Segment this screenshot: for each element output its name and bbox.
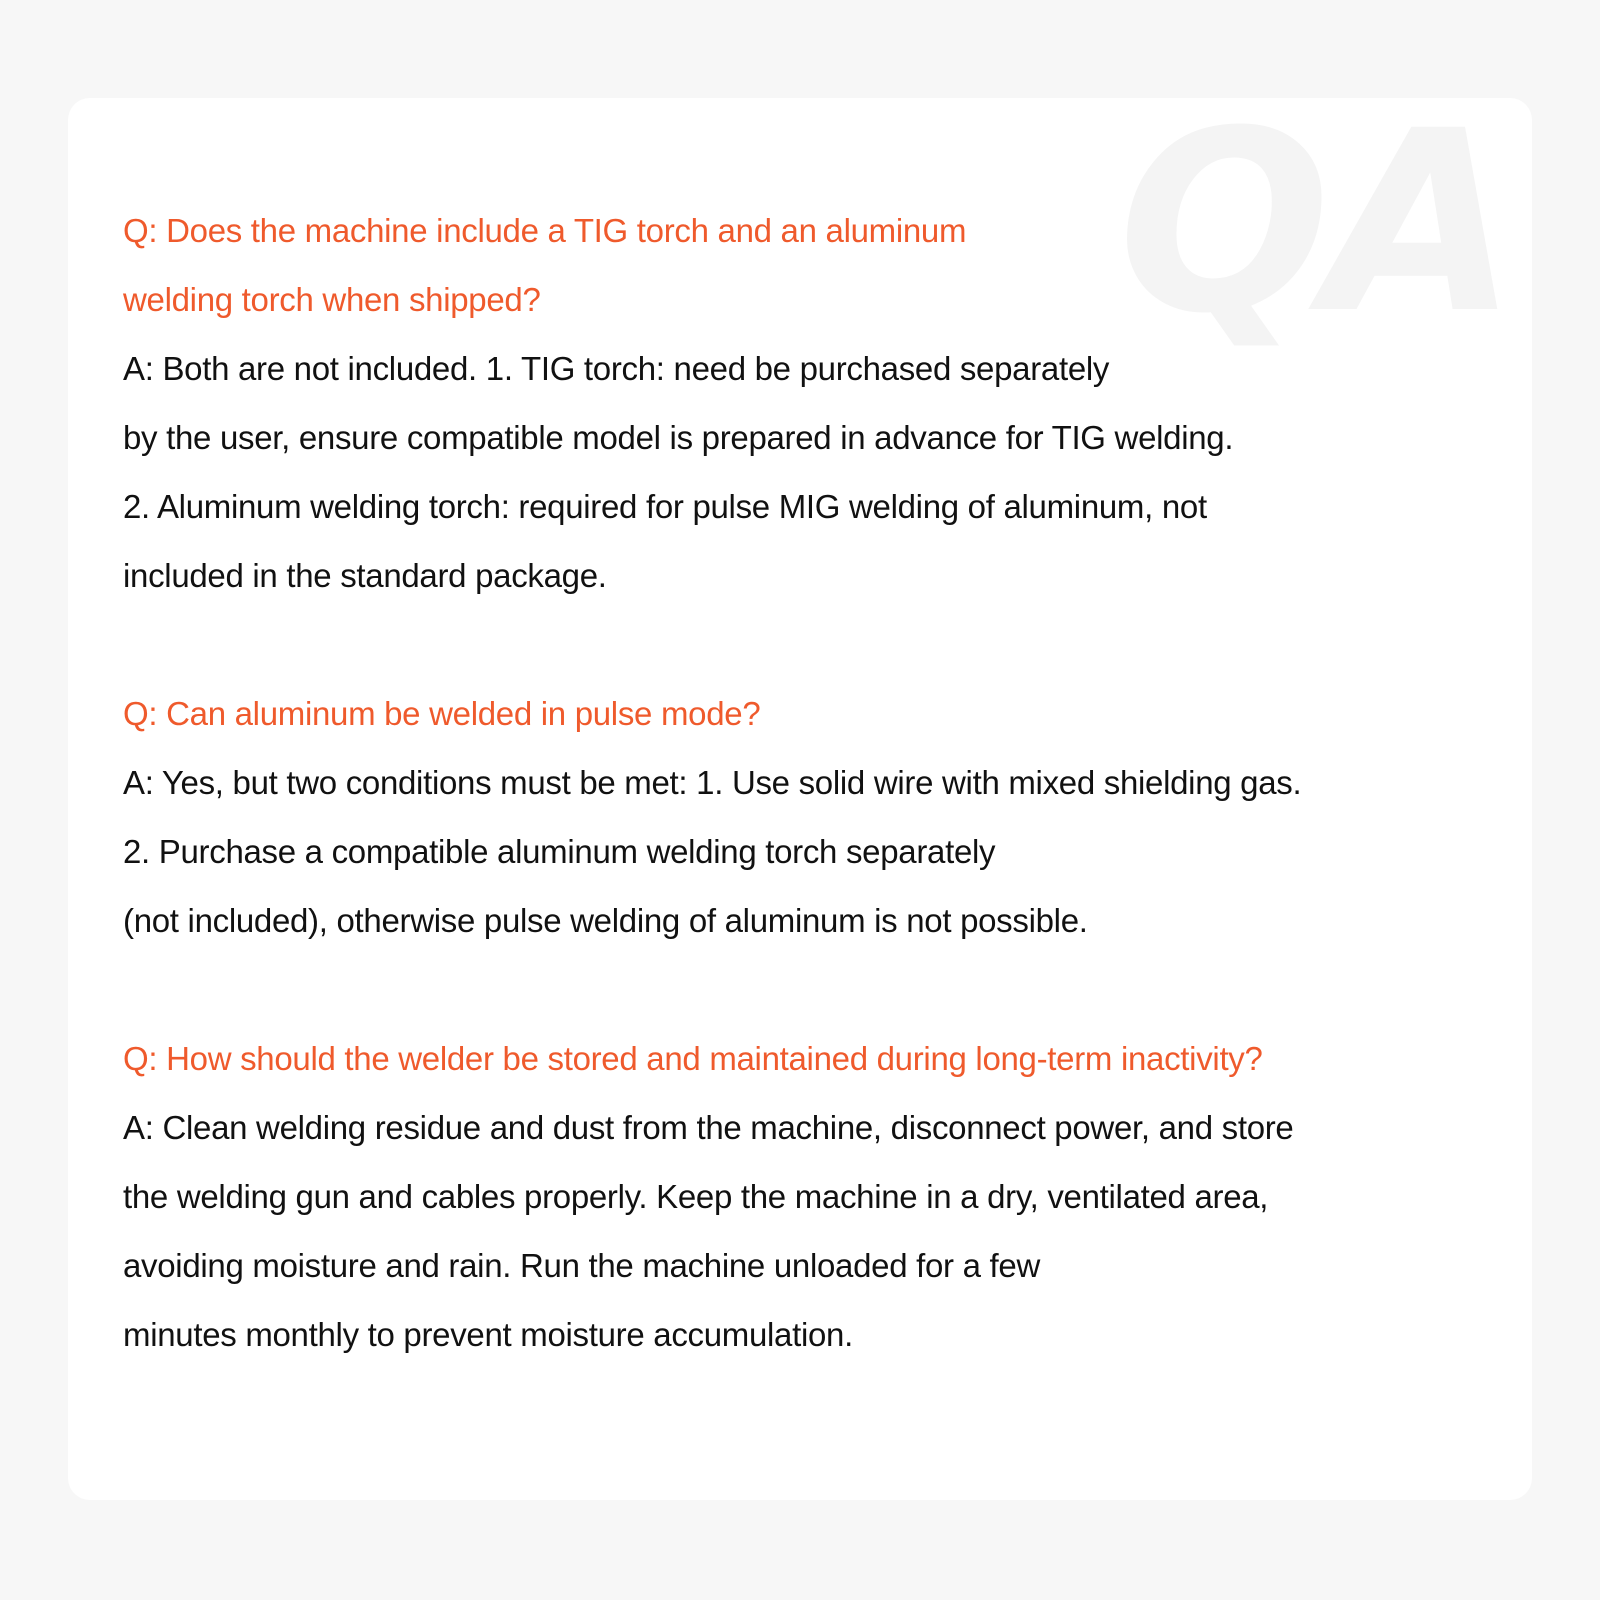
faq-item [123, 679, 1493, 955]
question-line: Q: Can aluminum be welded in pulse mode? [123, 695, 761, 732]
question-line: Q: Does the machine include a TIG torch and an aluminum [123, 212, 967, 249]
answer-line: A: Clean welding residue and dust from the machine, disconnect power, and store [123, 1109, 1294, 1146]
faq-answer [123, 748, 1493, 955]
answer-line: by the user, ensure compatible model is prepared in advance for TIG welding. [123, 419, 1234, 456]
faq-question [123, 1024, 1493, 1093]
question-line: welding torch when shipped? [123, 281, 541, 318]
faq-card [68, 98, 1532, 1500]
answer-line: A: Both are not included. 1. TIG torch: need be purchased separately [123, 350, 1110, 387]
faq-question [123, 196, 1493, 334]
qa-watermark: QA [1118, 98, 1513, 368]
answer-line: minutes monthly to prevent moisture accumulation. [123, 1316, 853, 1353]
faq-answer [123, 1093, 1493, 1369]
answer-line: 2. Aluminum welding torch: required for pulse MIG welding of aluminum, not [123, 488, 1207, 525]
answer-line: A: Yes, but two conditions must be met: 1. Use solid wire with mixed shielding gas. [123, 764, 1302, 801]
question-line: Q: How should the welder be stored and maintained during long-term inactivity? [123, 1040, 1263, 1077]
faq-list [123, 196, 1493, 1369]
faq-answer [123, 334, 1493, 610]
faq-question [123, 679, 1493, 748]
answer-line: included in the standard package. [123, 557, 607, 594]
answer-line: the welding gun and cables properly. Keep the machine in a dry, ventilated area, [123, 1178, 1269, 1215]
answer-line: avoiding moisture and rain. Run the machine unloaded for a few [123, 1247, 1040, 1284]
faq-item [123, 1024, 1493, 1369]
answer-line: 2. Purchase a compatible aluminum welding torch separately [123, 833, 996, 870]
faq-item [123, 196, 1493, 610]
answer-line: (not included), otherwise pulse welding of aluminum is not possible. [123, 902, 1088, 939]
